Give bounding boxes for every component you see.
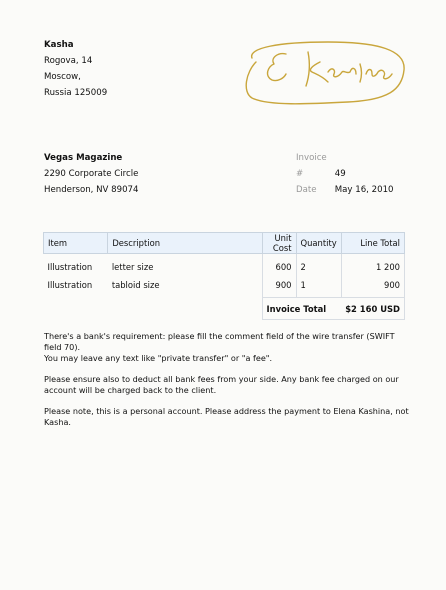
note-text: Please ensure also to deduct all bank fees from your side. Any bank fee charged on our account will be charged back to the client. [44, 374, 399, 395]
header-item: Item [44, 233, 108, 254]
row-quantity: 1 [296, 276, 341, 298]
row-line-total: 1 200 [341, 254, 404, 277]
signature-image [238, 36, 408, 110]
invoice-date-label: Date [296, 185, 317, 195]
invoice-number: 49 [334, 169, 346, 179]
invoice-total-row [44, 298, 405, 320]
row-item: Illustration [47, 279, 93, 290]
note-text: Please note, this is a personal account. Please address the payment to Elena Kashina, not Kasha. [44, 406, 409, 427]
header-description: Description [108, 233, 262, 254]
invoice-total-value: $2 160 USD [341, 298, 404, 320]
client-address-line: Henderson, NV 89074 [44, 185, 139, 195]
row-line-total: 900 [341, 276, 404, 298]
table-header-row [44, 233, 405, 254]
table-row [44, 276, 405, 298]
sender-block [44, 37, 107, 101]
sender-address-line: Russia 125009 [44, 88, 108, 98]
invoice-meta [296, 150, 394, 198]
invoice-date: May 16, 2010 [334, 185, 394, 195]
invoice-number-label: Invoice # [296, 153, 327, 179]
payment-notes [44, 331, 414, 438]
client-name: Vegas Magazine [44, 153, 123, 163]
row-description: tabloid size [108, 276, 262, 298]
row-unit-cost: 900 [262, 276, 296, 298]
row-item: Illustration [47, 261, 93, 272]
header-unit-cost: Unit Cost [262, 233, 296, 254]
table-row [44, 254, 405, 277]
header-line-total: Line Total [341, 233, 404, 254]
row-description: letter size [108, 254, 262, 277]
row-unit-cost: 600 [262, 254, 296, 277]
invoice-total-label: Invoice Total [262, 298, 341, 320]
row-quantity: 2 [296, 254, 341, 277]
note-text: You may leave any text like "private transfer" or "a fee". [44, 353, 273, 363]
note-text: There's a bank's requirement: please fill the comment field of the wire transfer (SWIFT field 70). [44, 331, 395, 352]
client-block [44, 150, 139, 198]
sender-address-line: Rogova, 14 [44, 56, 93, 66]
invoice-items-table [43, 232, 405, 320]
sender-address-line: Moscow, [44, 72, 81, 82]
client-address-line: 2290 Corporate Circle [44, 169, 139, 179]
sender-name: Kasha [44, 40, 74, 50]
header-quantity: Quantity [296, 233, 341, 254]
